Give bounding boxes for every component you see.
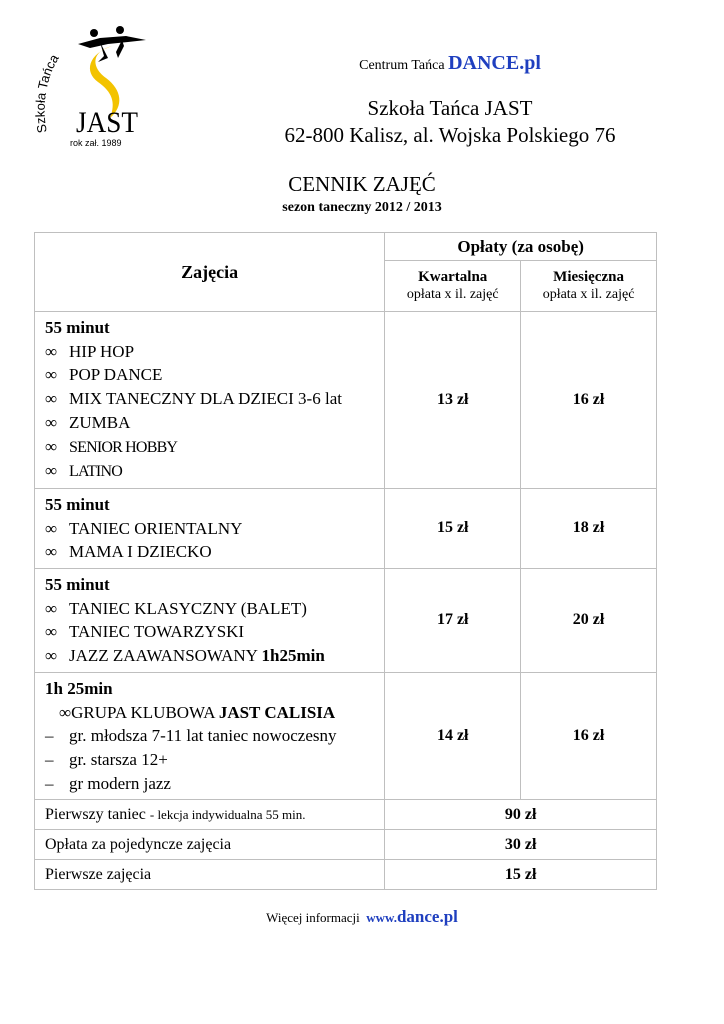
brand-prefix: Centrum Tańca <box>359 58 445 73</box>
logo-brand-text: JAST <box>76 106 138 139</box>
logo-year: rok zał. 1989 <box>70 138 122 148</box>
infinity-bullet-icon: ∞ <box>45 389 58 409</box>
club-group-label: GRUPA KLUBOWA <box>71 702 215 722</box>
infinity-bullet-icon: ∞ <box>45 461 58 481</box>
dash-bullet-icon: – <box>45 773 54 793</box>
list-item <box>45 620 380 644</box>
other-fee-label: Opłata za pojedyncze zajęcia <box>35 830 385 860</box>
quarterly-price: 14 zł <box>385 672 521 800</box>
svg-text:Szkoła Tańca <box>33 51 63 134</box>
table-header-row <box>35 233 657 261</box>
list-item <box>45 387 380 411</box>
title-block <box>0 172 724 216</box>
monthly-price: 16 zł <box>521 312 657 489</box>
class-name: gr. młodsza 7-11 lat taniec nowoczesny <box>69 726 337 746</box>
class-name: MIX TANECZNY DLA DZIECI 3-6 lat <box>69 389 342 409</box>
header <box>170 52 724 149</box>
table-row <box>35 860 657 890</box>
class-name: gr modern jazz <box>69 773 171 793</box>
list-item <box>45 772 380 796</box>
other-fee-price: 15 zł <box>385 860 657 890</box>
table-row <box>35 312 657 489</box>
class-group-cell <box>35 672 385 800</box>
fees-column-header: Opłaty (za osobę) <box>385 233 657 261</box>
infinity-bullet-icon: ∞ <box>45 436 58 456</box>
school-name: Szkoła Tańca JAST <box>367 96 533 120</box>
logo-arc-text: Szkoła Tańca <box>32 51 62 135</box>
monthly-price: 18 zł <box>521 488 657 568</box>
class-name: JAZZ ZAAWANSOWANY <box>69 646 258 666</box>
quarterly-price: 15 zł <box>385 488 521 568</box>
infinity-bullet-icon: ∞ <box>59 702 72 722</box>
school-address: 62-800 Kalisz, al. Wojska Polskiego 76 <box>284 123 616 147</box>
group-duration: 55 minut <box>45 575 110 595</box>
fee-name: Pierwszy taniec <box>45 805 146 823</box>
class-name: TANIEC KLASYCZNY (BALET) <box>69 598 307 618</box>
page-title: CENNIK ZAJĘĆ <box>288 172 436 196</box>
monthly-price: 20 zł <box>521 569 657 673</box>
table-row <box>35 830 657 860</box>
list-item <box>45 701 380 725</box>
website-name: dance.pl <box>396 907 458 926</box>
quarterly-note: opłata x il. zajęć <box>406 287 499 302</box>
table-row <box>35 800 657 830</box>
group-duration: 55 minut <box>45 494 110 514</box>
price-table <box>34 232 657 890</box>
other-fee-label: Pierwsze zajęcia <box>35 860 385 890</box>
list-item <box>45 644 380 668</box>
quarterly-price: 13 zł <box>385 312 521 489</box>
list-item <box>45 435 380 460</box>
dash-bullet-icon: – <box>45 749 54 769</box>
fee-note: - lekcja indywidualna 55 min. <box>149 806 306 822</box>
class-name: gr. starsza 12+ <box>69 749 168 769</box>
monthly-price: 16 zł <box>521 672 657 800</box>
quarterly-price: 17 zł <box>385 569 521 673</box>
dash-bullet-icon: – <box>45 726 54 746</box>
class-duration-note: 1h25min <box>261 646 325 666</box>
school-info <box>170 95 724 149</box>
monthly-title: Miesięczna <box>553 269 624 285</box>
infinity-bullet-icon: ∞ <box>45 542 58 562</box>
dancers-icon <box>78 26 146 62</box>
season-subtitle: sezon taneczny 2012 / 2013 <box>282 200 442 215</box>
list-item <box>45 363 380 387</box>
table-row <box>35 569 657 673</box>
list-item <box>45 411 380 435</box>
infinity-bullet-icon: ∞ <box>45 646 58 666</box>
list-item <box>45 724 380 748</box>
list-item <box>45 597 380 621</box>
class-name: LATINO <box>69 463 122 481</box>
list-item <box>45 748 380 772</box>
classes-column-header: Zajęcia <box>35 233 385 312</box>
other-fee-price: 90 zł <box>385 800 657 830</box>
table-row <box>35 488 657 568</box>
infinity-bullet-icon: ∞ <box>45 365 58 385</box>
table-row <box>35 672 657 800</box>
footer <box>0 907 724 927</box>
monthly-note: opłata x il. zajęć <box>542 287 635 302</box>
footer-text: Więcej informacji <box>266 910 360 925</box>
other-fee-label <box>35 800 385 830</box>
class-group-cell <box>35 569 385 673</box>
list-item <box>45 459 380 484</box>
infinity-bullet-icon: ∞ <box>45 518 58 538</box>
list-item <box>45 340 380 364</box>
class-name: SENIOR HOBBY <box>69 438 178 456</box>
class-name: TANIEC ORIENTALNY <box>69 518 243 538</box>
class-name: ZUMBA <box>69 412 131 432</box>
quarterly-header <box>385 261 521 312</box>
class-name: HIP HOP <box>69 341 135 361</box>
infinity-bullet-icon: ∞ <box>45 622 58 642</box>
class-name: POP DANCE <box>69 365 163 385</box>
club-group-name: JAST CALISIA <box>218 702 336 722</box>
class-group-cell <box>35 488 385 568</box>
infinity-bullet-icon: ∞ <box>45 341 58 361</box>
list-item <box>45 517 380 541</box>
quarterly-title: Kwartalna <box>418 269 488 285</box>
website-link[interactable] <box>366 907 458 926</box>
class-group-cell <box>35 312 385 489</box>
group-duration: 1h 25min <box>45 678 113 698</box>
school-logo <box>30 22 148 154</box>
website-prefix: www. <box>366 910 397 925</box>
brand-line <box>170 52 724 75</box>
other-fee-price: 30 zł <box>385 830 657 860</box>
list-item <box>45 540 380 564</box>
group-duration: 55 minut <box>45 318 110 337</box>
class-name: TANIEC TOWARZYSKI <box>69 622 245 642</box>
infinity-bullet-icon: ∞ <box>45 598 58 618</box>
infinity-bullet-icon: ∞ <box>45 412 58 432</box>
brand-name: DANCE.pl <box>448 52 541 74</box>
monthly-header <box>521 261 657 312</box>
class-name: MAMA I DZIECKO <box>69 542 212 562</box>
